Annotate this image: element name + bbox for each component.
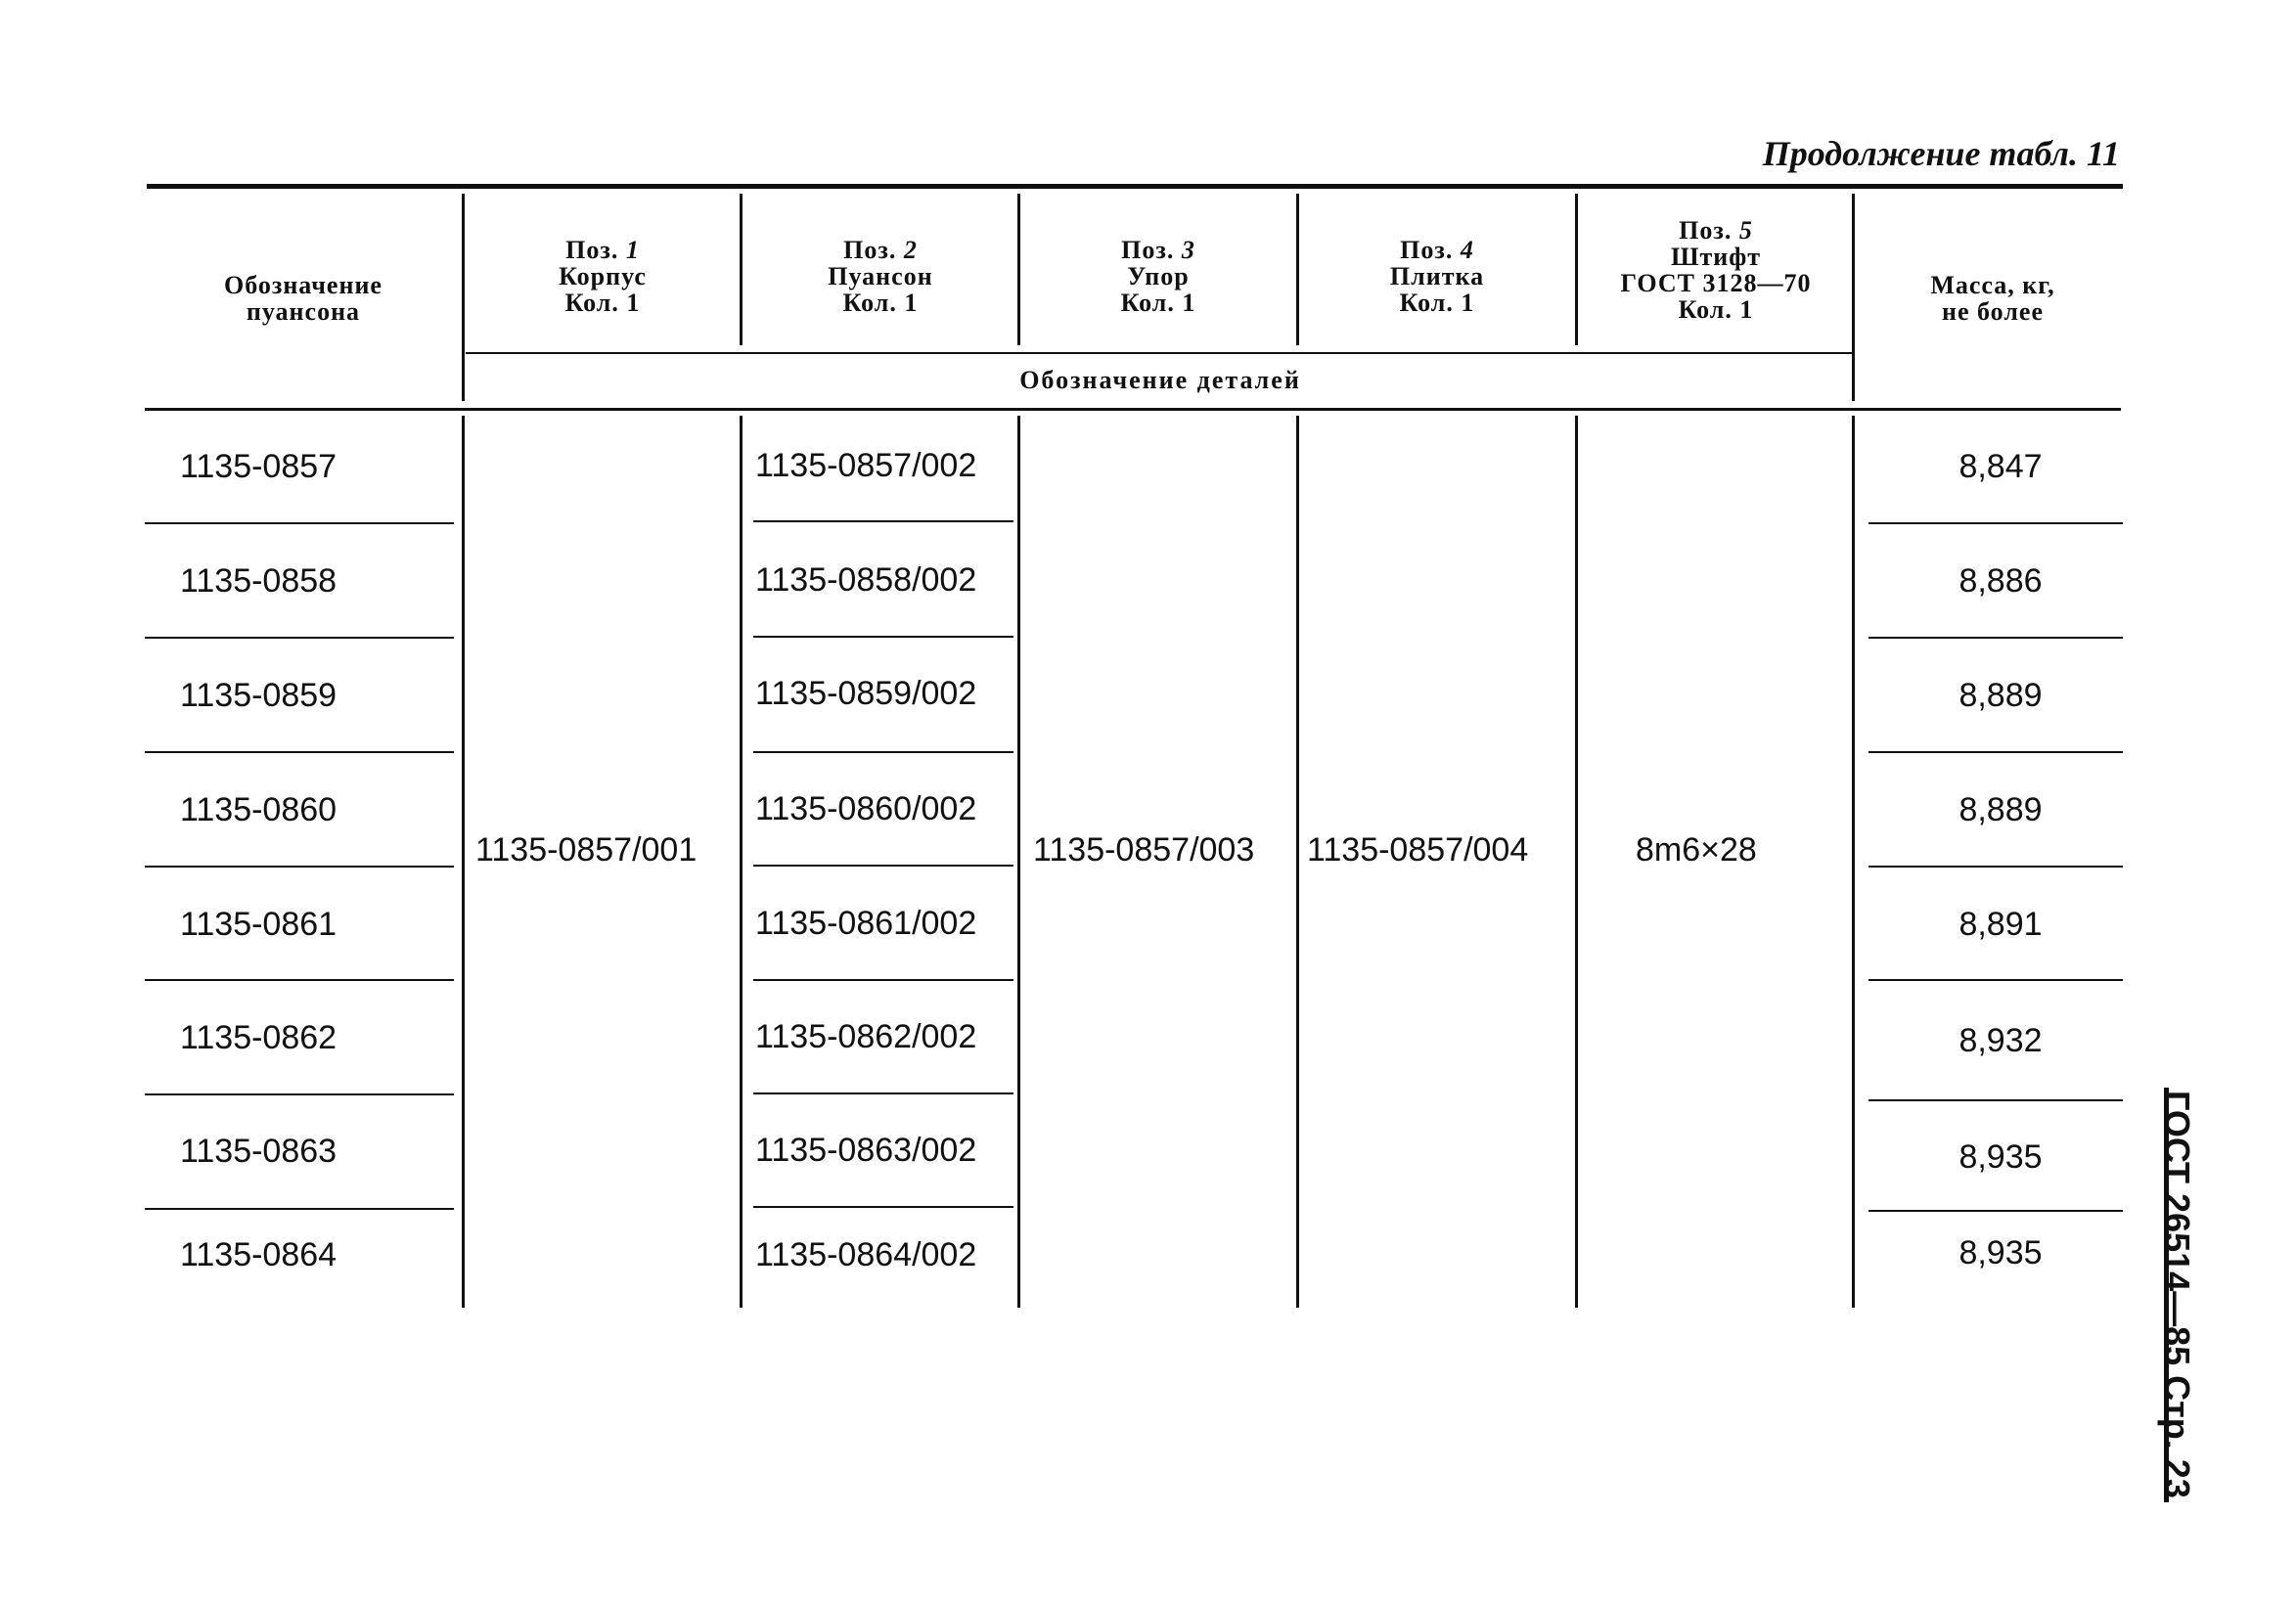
mass-value: 8,889	[1958, 791, 2043, 828]
row-separator	[1868, 866, 2123, 868]
body-divider	[1017, 416, 1020, 1308]
header-bottom-rule	[145, 408, 2121, 411]
body-divider	[1575, 416, 1578, 1308]
pos1-merged-code: 1135-0857/001	[475, 831, 698, 869]
row-separator	[1868, 637, 2123, 639]
subheader-rule	[466, 352, 1855, 354]
row-separator	[145, 866, 454, 868]
row-separator	[145, 522, 454, 524]
header-mass: Масса, кг, не более	[1930, 271, 2055, 326]
pos2-code: 1135-0864/002	[755, 1236, 977, 1273]
pos2-code: 1135-0858/002	[755, 561, 977, 599]
pos5-merged-value: 8m6×28	[1636, 831, 1757, 869]
row-separator	[753, 979, 1013, 981]
header-pos-4: Поз. 4 Плитка Кол. 1	[1389, 236, 1485, 317]
row-separator	[145, 979, 454, 981]
punch-code: 1135-0859	[180, 677, 338, 714]
row-separator	[1868, 1099, 2123, 1101]
header-divider	[740, 194, 743, 345]
row-separator	[1868, 522, 2123, 524]
pos2-code: 1135-0862/002	[755, 1018, 977, 1055]
pos4-merged-code: 1135-0857/004	[1307, 831, 1529, 869]
pos2-code: 1135-0860/002	[755, 790, 977, 827]
pos2-code: 1135-0861/002	[755, 905, 977, 942]
mass-value: 8,891	[1958, 906, 2043, 943]
row-separator	[753, 751, 1013, 753]
punch-code: 1135-0857	[180, 448, 338, 485]
punch-code: 1135-0858	[180, 562, 338, 600]
pos2-code: 1135-0857/002	[755, 447, 977, 484]
mass-value: 8,886	[1958, 562, 2043, 600]
row-separator	[1868, 1210, 2123, 1212]
header-details-label: Обозначение деталей	[1019, 366, 1301, 394]
row-separator	[145, 637, 454, 639]
row-separator	[1868, 751, 2123, 753]
header-divider	[462, 194, 465, 401]
mass-value: 8,935	[1958, 1138, 2043, 1176]
mass-value: 8,889	[1958, 677, 2043, 714]
row-separator	[753, 865, 1013, 867]
header-pos-5: Поз. 5 Штифт ГОСТ 3128—70 Кол. 1	[1620, 216, 1812, 324]
header-pos-1: Поз. 1 Корпус Кол. 1	[559, 236, 647, 317]
header-pos-3: Поз. 3 Упор Кол. 1	[1120, 236, 1196, 317]
header-punch-designation: Обозначение пуансона	[224, 271, 383, 326]
row-separator	[145, 1208, 454, 1210]
row-separator	[753, 1206, 1013, 1208]
top-rule	[147, 184, 2123, 189]
pos3-merged-code: 1135-0857/003	[1033, 831, 1255, 869]
punch-code: 1135-0861	[180, 906, 338, 943]
continuation-title: Продолжение табл. 11	[1762, 134, 2120, 173]
punch-code: 1135-0862	[180, 1019, 338, 1056]
side-standard-label: ГОСТ 26514—85 Стр. 23	[2157, 1091, 2197, 1498]
row-separator	[753, 636, 1013, 638]
mass-value: 8,847	[1958, 448, 2043, 485]
body-divider	[462, 416, 465, 1308]
punch-code: 1135-0863	[180, 1133, 338, 1170]
row-separator	[145, 751, 454, 753]
header-divider	[1575, 194, 1578, 345]
body-divider	[1296, 416, 1299, 1308]
punch-code: 1135-0864	[180, 1236, 338, 1273]
mass-value: 8,932	[1958, 1022, 2043, 1059]
body-divider	[740, 416, 743, 1308]
row-separator	[753, 520, 1013, 522]
row-separator	[145, 1093, 454, 1095]
mass-value: 8,935	[1958, 1234, 2043, 1271]
row-separator	[1868, 979, 2123, 981]
header-divider	[1017, 194, 1020, 345]
pos2-code: 1135-0863/002	[755, 1132, 977, 1169]
header-pos-2: Поз. 2 Пуансон Кол. 1	[828, 236, 933, 317]
body-divider	[1852, 416, 1855, 1308]
punch-code: 1135-0860	[180, 791, 338, 828]
pos2-code: 1135-0859/002	[755, 675, 977, 712]
row-separator	[753, 1092, 1013, 1094]
header-divider	[1296, 194, 1299, 345]
